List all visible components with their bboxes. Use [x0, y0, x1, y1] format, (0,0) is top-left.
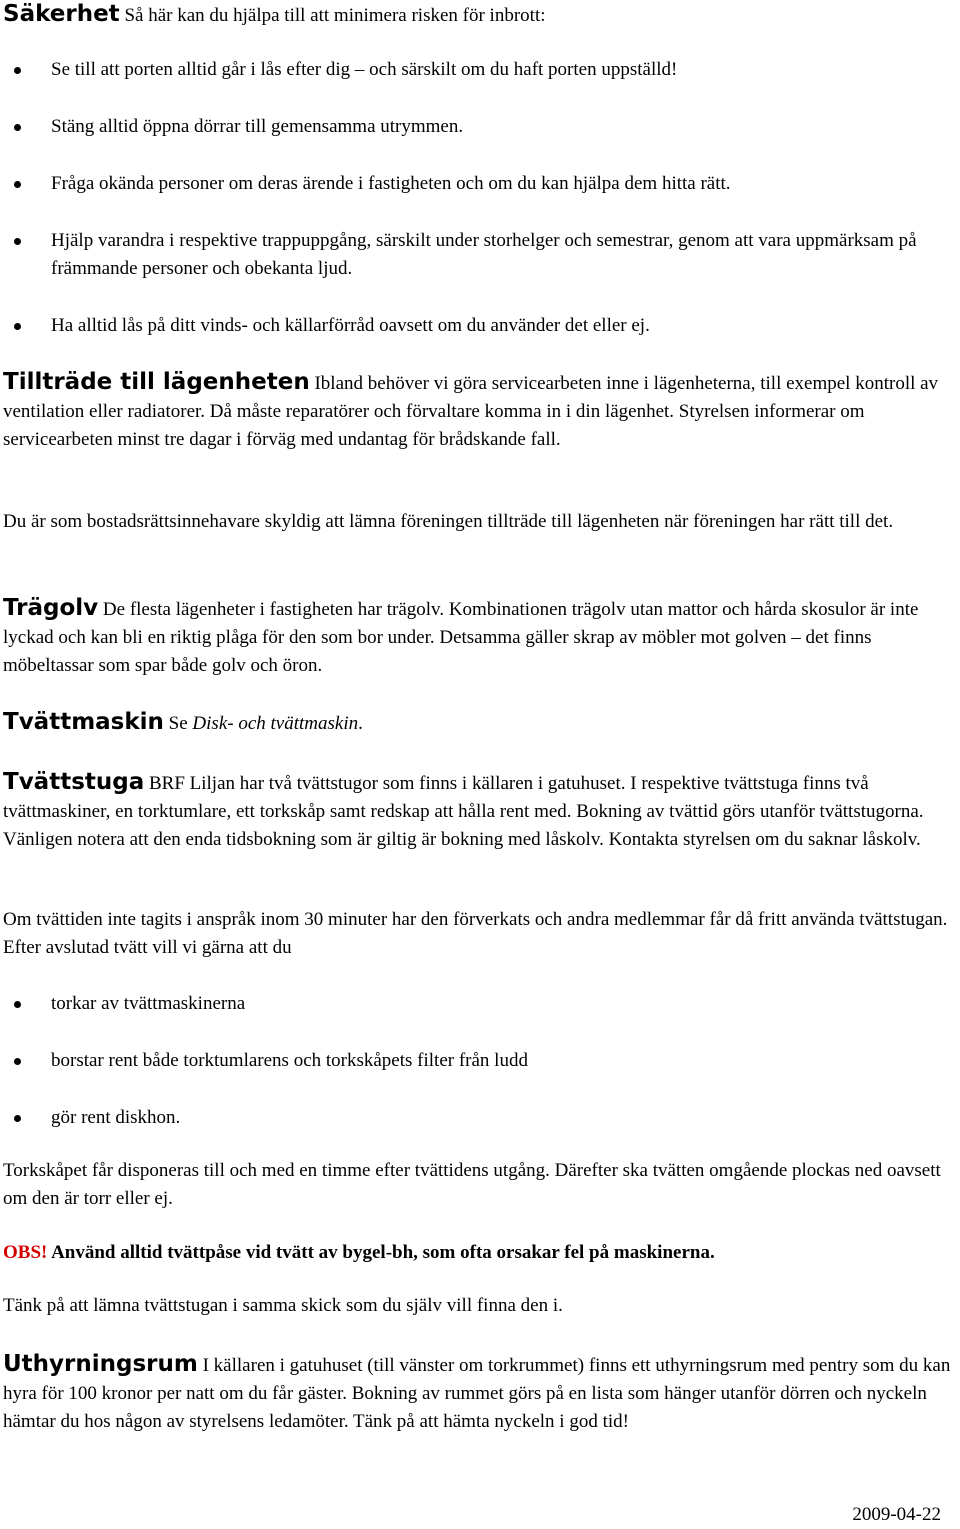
- heading-sakerhet: Säkerhet: [3, 1, 120, 27]
- list-item: borstar rent både torktumlarens och torkskåpets filter från ludd: [3, 1047, 955, 1075]
- section-tvattmaskin: [3, 708, 363, 738]
- torkskap-text: Torkskåpet får disponeras till och med en timme efter tvättidens utgång. Därefter ska tvätten omgående plockas ned oavsett om den är torr eller ej.: [3, 1160, 941, 1209]
- heading-tvattmaskin: Tvättmaskin: [3, 709, 164, 735]
- heading-tilltrade: Tillträde till lägenheten: [3, 369, 310, 395]
- tilltrade-text: Ibland behöver vi göra servicearbeten inne i lägenheterna, till exempel kontroll av ventilation eller radiatorer. Då måste reparatörer och förvaltare komma in i din lägenhet. Styrelsen informerar om servicearbeten minst tre dagar i förväg med undantag för brådskande fall.: [3, 373, 939, 450]
- section-tilltrade: [3, 368, 955, 454]
- section-sakerhet: [3, 0, 546, 30]
- list-item: torkar av tvättmaskinerna: [3, 990, 955, 1018]
- tvattstuga-list: [3, 990, 955, 1161]
- tvattmaskin-reference: Disk- och tvättmaskin: [192, 713, 359, 734]
- list-item: gör rent diskhon.: [3, 1104, 955, 1132]
- tvattmaskin-text-pre: Se: [168, 713, 188, 734]
- tvattmaskin-text-post: .: [358, 713, 363, 734]
- section-tragolv: [3, 594, 955, 680]
- sakerhet-intro: Så här kan du hjälpa till att minimera risken för inbrott:: [124, 5, 546, 26]
- list-item: Ha alltid lås på ditt vinds- och källarförråd oavsett om du använder det eller ej.: [3, 312, 955, 340]
- list-item: Fråga okända personer om deras ärende i fastigheten och om du kan hjälpa dem hitta rätt.: [3, 170, 955, 198]
- section-tvattstuga: [3, 768, 955, 854]
- document-date: 2009-04-22: [852, 1504, 941, 1525]
- tilltrade-text-2: Du är som bostadsrättsinnehavare skyldig att lämna föreningen tillträde till lägenheten när föreningen har rätt till det.: [3, 511, 894, 532]
- uthyrningsrum-text: I källaren i gatuhuset (till vänster om torkrummet) finns ett uthyrningsrum med pentry som du kan hyra för 100 kronor per natt om du får gäster. Bokning av rummet görs på en lista som hänger utanför dörren och nyckeln hämtar du hos någon av styrelsens ledamöter. Tänk på att hämta nyckeln i god tid!: [3, 1355, 951, 1432]
- obs-text: Använd alltid tvättpåse vid tvätt av bygel-bh, som ofta orsakar fel på maskinerna.: [51, 1242, 715, 1263]
- obs-label: OBS!: [3, 1242, 48, 1263]
- tragolv-text: De flesta lägenheter i fastigheten har trägolv. Kombinationen trägolv utan mattor och hårda skosulor är inte lyckad och kan bli en riktig plåga för den som bor under. Detsamma gäller skrap av möbler mot golven – det finns möbeltassar som spar både golv och öron.: [3, 599, 919, 676]
- sakerhet-list: [3, 56, 955, 369]
- list-item: Stäng alltid öppna dörrar till gemensamma utrymmen.: [3, 113, 955, 141]
- heading-tragolv: Trägolv: [3, 595, 99, 621]
- heading-uthyrningsrum: Uthyrningsrum: [3, 1351, 198, 1377]
- heading-tvattstuga: Tvättstuga: [3, 769, 145, 795]
- tank-text: Tänk på att lämna tvättstugan i samma skick som du själv vill finna den i.: [3, 1295, 563, 1316]
- tvattstuga-text-2: Om tvättiden inte tagits i anspråk inom 30 minuter har den förverkats och andra medlemmar får då fritt använda tvättstugan. Efter avslutad tvätt vill vi gärna att du: [3, 909, 948, 958]
- tvattstuga-text: BRF Liljan har två tvättstugor som finns i källaren i gatuhuset. I respektive tvättstuga finns två tvättmaskiner, en torktumlare, ett torkskåp samt redskap att hålla rent med. Bokning av tvättid görs utanför tvättstugorna. Vänligen notera att den enda tidsbokning som är giltig är bokning med låskolv. Kontakta styrelsen om du saknar låskolv.: [3, 773, 924, 850]
- list-item: Hjälp varandra i respektive trappuppgång, särskilt under storhelger och semestrar, genom att vara uppmärksam på främmande personer och obekanta ljud.: [3, 227, 955, 283]
- obs-notice: [3, 1239, 715, 1267]
- list-item: Se till att porten alltid går i lås efter dig – och särskilt om du haft porten uppställd!: [3, 56, 955, 84]
- section-uthyrningsrum: [3, 1350, 955, 1436]
